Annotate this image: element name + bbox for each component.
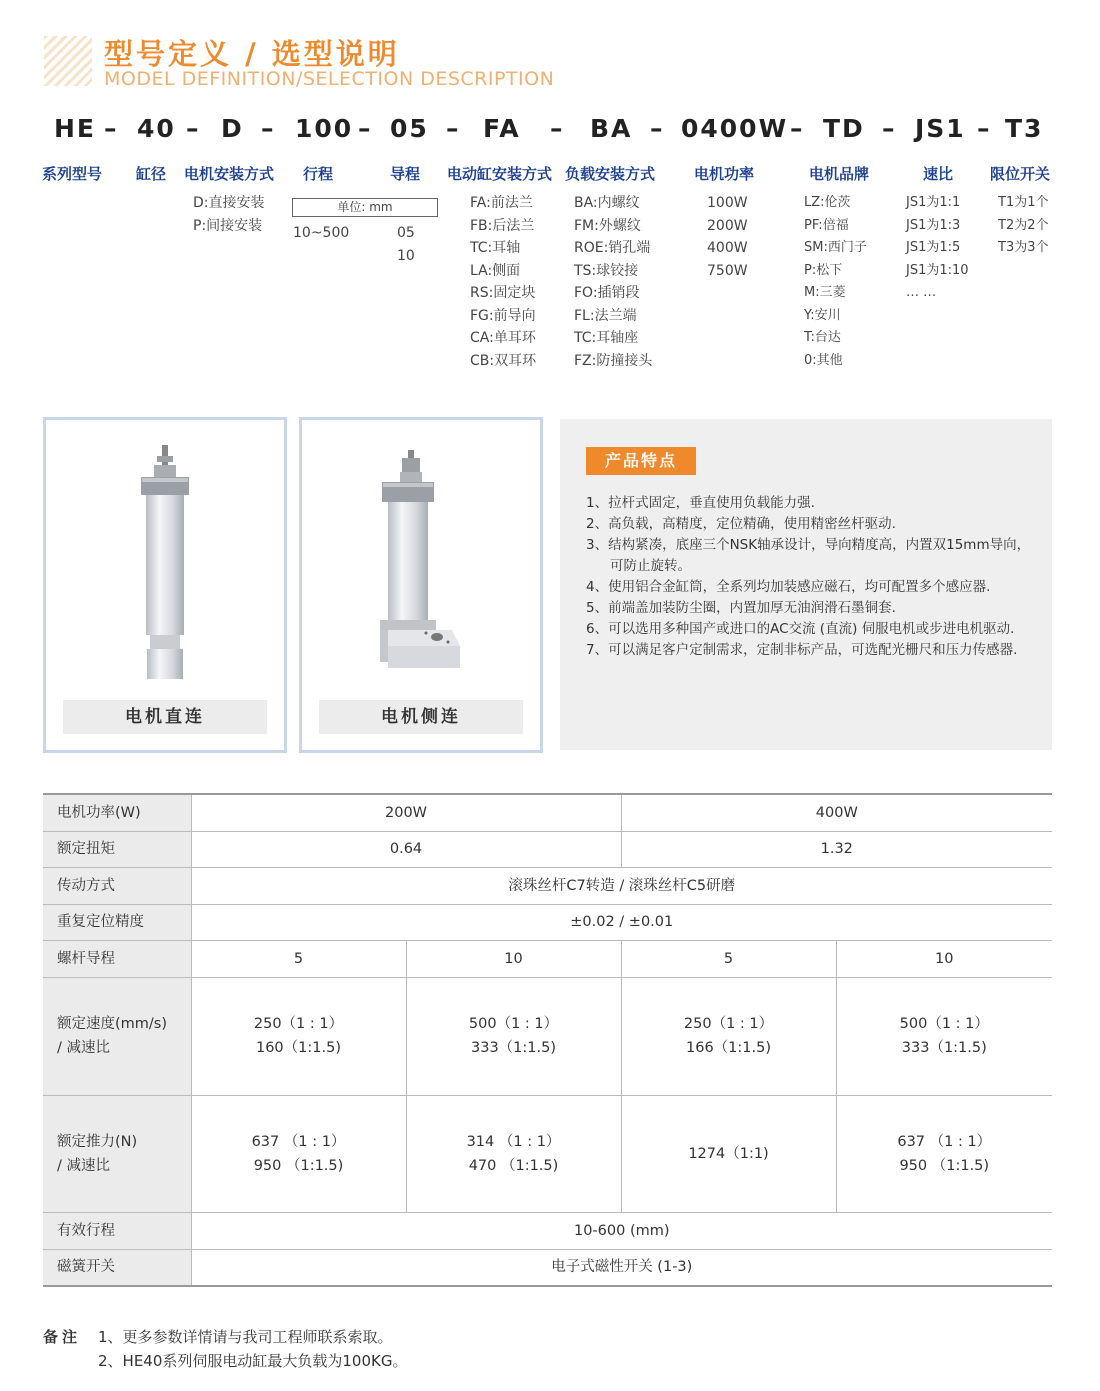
option-item: 200W (707, 217, 748, 234)
cell: 1.32 (621, 831, 1052, 867)
code-stroke: 100 (295, 114, 354, 143)
table-row (43, 940, 1052, 977)
option-item: TC:耳轴座 (574, 330, 639, 346)
model-code (0, 114, 1100, 148)
code-limit: T3 (1005, 114, 1044, 143)
label-motor-mount: 电机安装方式 (184, 165, 275, 183)
cell: 500（1 : 1） 333（1:1.5) (406, 977, 621, 1095)
option-item: FB:后法兰 (470, 217, 535, 234)
row-header: 螺杆导程 (43, 940, 191, 977)
row-header: 额定扭矩 (43, 831, 191, 867)
code-sep: – (650, 114, 665, 143)
option-item: T3为3个 (998, 240, 1049, 255)
feature-item: 6、可以选用多种国产或进口的AC交流 (直流) 伺服电机或步进电机驱动. (586, 621, 1015, 637)
table-row (43, 867, 1052, 904)
option-item: 10 (397, 247, 415, 264)
code-brand: TD (823, 114, 865, 143)
code-sep: – (358, 114, 373, 143)
cell: 1274（1:1) (621, 1095, 836, 1212)
option-item: M:三菱 (804, 285, 846, 300)
image-card-direct (43, 417, 287, 753)
label-stroke: 行程 (303, 165, 334, 183)
features-title: 产品特点 (586, 447, 696, 475)
option-item: SM:西门子 (804, 240, 867, 255)
code-lead: 05 (390, 114, 429, 143)
option-item: CB:双耳环 (470, 352, 537, 369)
cell: 500（1 : 1） 333（1:1.5) (836, 977, 1052, 1095)
option-item: 0:其他 (804, 352, 843, 368)
label-ratio: 速比 (923, 165, 954, 183)
feature-item: 2、高负载，高精度，定位精确，使用精密丝杆驱动. (586, 516, 896, 532)
cell: ±0.02 / ±0.01 (191, 904, 1052, 940)
option-item: FG:前导向 (470, 307, 536, 324)
header-decoration (44, 36, 92, 86)
label-power: 电机功率 (694, 165, 755, 183)
code-motor-mount: D (221, 114, 244, 143)
cell: 200W (191, 794, 621, 831)
option-item: … … (906, 285, 937, 300)
label-limit: 限位开关 (990, 165, 1051, 183)
row-header: 额定推力(N) / 减速比 (43, 1095, 191, 1212)
code-sep: – (977, 114, 992, 143)
table-row (43, 977, 1052, 1095)
code-load-mount: BA (590, 114, 633, 143)
row-header: 电机功率(W) (43, 794, 191, 831)
cell: 250（1 : 1） 160（1:1.5) (191, 977, 406, 1095)
row-header: 传动方式 (43, 867, 191, 904)
code-power: 0400W (681, 114, 789, 143)
code-sep: – (790, 114, 805, 143)
option-item: FO:插销段 (574, 285, 640, 301)
image-caption-side: 电机侧连 (319, 700, 523, 734)
label-series: 系列型号 (42, 165, 103, 183)
page-subtitle: MODEL DEFINITION/SELECTION DESCRIPTION (104, 68, 555, 90)
feature-item: 3、结构紧凑，底座三个NSK轴承设计，导向精度高，内置双15mm导向，可防止旋转。 (586, 537, 1031, 574)
feature-item: 4、使用铝合金缸筒，全系列均加装感应磁石，均可配置多个感应器. (586, 579, 991, 595)
row-header: 磁簧开关 (43, 1249, 191, 1286)
feature-item: 7、可以满足客户定制需求，定制非标产品，可选配光栅尺和压力传感器. (586, 642, 1018, 658)
cell: 0.64 (191, 831, 621, 867)
feature-item: 5、前端盖加装防尘圈，内置加厚无油润滑石墨铜套. (586, 600, 896, 616)
note-item: 2、HE40系列伺服电动缸最大负载为100KG。 (98, 1352, 408, 1370)
table-row (43, 904, 1052, 940)
cell: 250（1 : 1） 166（1:1.5) (621, 977, 836, 1095)
option-item: T1为1个 (998, 195, 1049, 210)
code-ratio: JS1 (915, 114, 966, 143)
load-mount-options (574, 192, 652, 372)
cell: 5 (621, 940, 836, 977)
row-header: 额定速度(mm/s) / 减速比 (43, 977, 191, 1095)
option-item: JS1为1:3 (906, 217, 961, 233)
code-series: HE (54, 114, 97, 143)
option-item: T2为2个 (998, 217, 1049, 233)
code-cylinder-mount: FA (483, 114, 521, 143)
row-header: 重复定位精度 (43, 904, 191, 940)
option-item: JS1为1:1 (906, 195, 961, 210)
cell: 10 (406, 940, 621, 977)
label-bore: 缸径 (136, 165, 167, 183)
option-item: P:松下 (804, 262, 843, 278)
option-item: Y:安川 (804, 307, 841, 323)
option-item: FL:法兰端 (574, 307, 637, 324)
cell: 5 (191, 940, 406, 977)
option-item: FM:外螺纹 (574, 217, 641, 234)
option-item: ROE:销孔端 (574, 240, 651, 256)
stroke-unit-box: 单位: mm (292, 198, 438, 217)
option-item: RS:固定块 (470, 285, 536, 301)
code-sep: – (446, 114, 461, 143)
option-item: P:间接安装 (193, 217, 263, 234)
ratio-options (906, 192, 969, 305)
feature-item: 1、拉杆式固定，垂直使用负载能力强. (586, 495, 815, 511)
cell: 637 （1 : 1） 950 （1:1.5) (836, 1095, 1052, 1212)
cell: 314 （1 : 1） 470 （1:1.5) (406, 1095, 621, 1212)
option-item: 400W (707, 240, 748, 256)
motor-mount-options (193, 192, 265, 237)
table-row (43, 1095, 1052, 1212)
features-panel (560, 419, 1052, 750)
table-row (43, 1212, 1052, 1249)
option-item: D:直接安装 (193, 195, 265, 211)
code-bore: 40 (137, 114, 176, 143)
cell: 滚珠丝杆C7转造 / 滚珠丝杆C5研磨 (191, 867, 1052, 904)
table-row (43, 831, 1052, 867)
label-lead: 导程 (390, 165, 421, 183)
notes-title: 备注 (43, 1328, 82, 1346)
cell: 电子式磁性开关 (1-3) (191, 1249, 1052, 1286)
code-sep: – (882, 114, 897, 143)
code-sep: – (104, 114, 119, 143)
code-sep: – (186, 114, 201, 143)
limit-options (998, 192, 1048, 260)
cell: 10-600 (mm) (191, 1212, 1052, 1249)
option-item: 100W (707, 195, 748, 211)
code-sep: – (550, 114, 565, 143)
stroke-range: 10~500 (293, 225, 350, 241)
image-caption-direct: 电机直连 (63, 700, 267, 734)
option-item: JS1为1:5 (906, 240, 961, 255)
image-card-side (299, 417, 543, 753)
cell: 10 (836, 940, 1052, 977)
option-item: FA:前法兰 (470, 195, 533, 211)
option-item: T:台达 (804, 330, 841, 345)
option-item: FZ:防撞接头 (574, 352, 653, 369)
code-sep: – (261, 114, 276, 143)
row-header: 有效行程 (43, 1212, 191, 1249)
page-title: 型号定义 / 选型说明 (104, 37, 400, 71)
cell: 400W (621, 794, 1052, 831)
brand-options (804, 192, 867, 372)
features-list (586, 493, 1038, 661)
option-item: 750W (707, 262, 748, 279)
option-item: LZ:伦茨 (804, 195, 851, 210)
option-item: PF:倍福 (804, 217, 849, 233)
option-item: CA:单耳环 (470, 330, 536, 346)
option-item: TS:球铰接 (574, 262, 639, 279)
power-options (707, 192, 748, 282)
label-brand: 电机品牌 (809, 165, 870, 183)
table-row (43, 1249, 1052, 1286)
spec-table (43, 793, 1052, 1287)
cell: 637 （1 : 1） 950 （1:1.5) (191, 1095, 406, 1212)
label-cylinder-mount: 电动缸安装方式 (447, 165, 553, 183)
lead-options (397, 222, 415, 267)
option-item: BA:内螺纹 (574, 195, 640, 211)
table-row (43, 794, 1052, 831)
option-item: 05 (397, 225, 415, 241)
option-item: LA:侧面 (470, 262, 521, 279)
note-item: 1、更多参数详情请与我司工程师联系索取。 (98, 1328, 393, 1346)
cylinder-mount-options (470, 192, 536, 372)
label-load-mount: 负载安装方式 (565, 165, 656, 183)
option-item: TC:耳轴 (470, 240, 521, 256)
option-item: JS1为1:10 (906, 262, 969, 278)
